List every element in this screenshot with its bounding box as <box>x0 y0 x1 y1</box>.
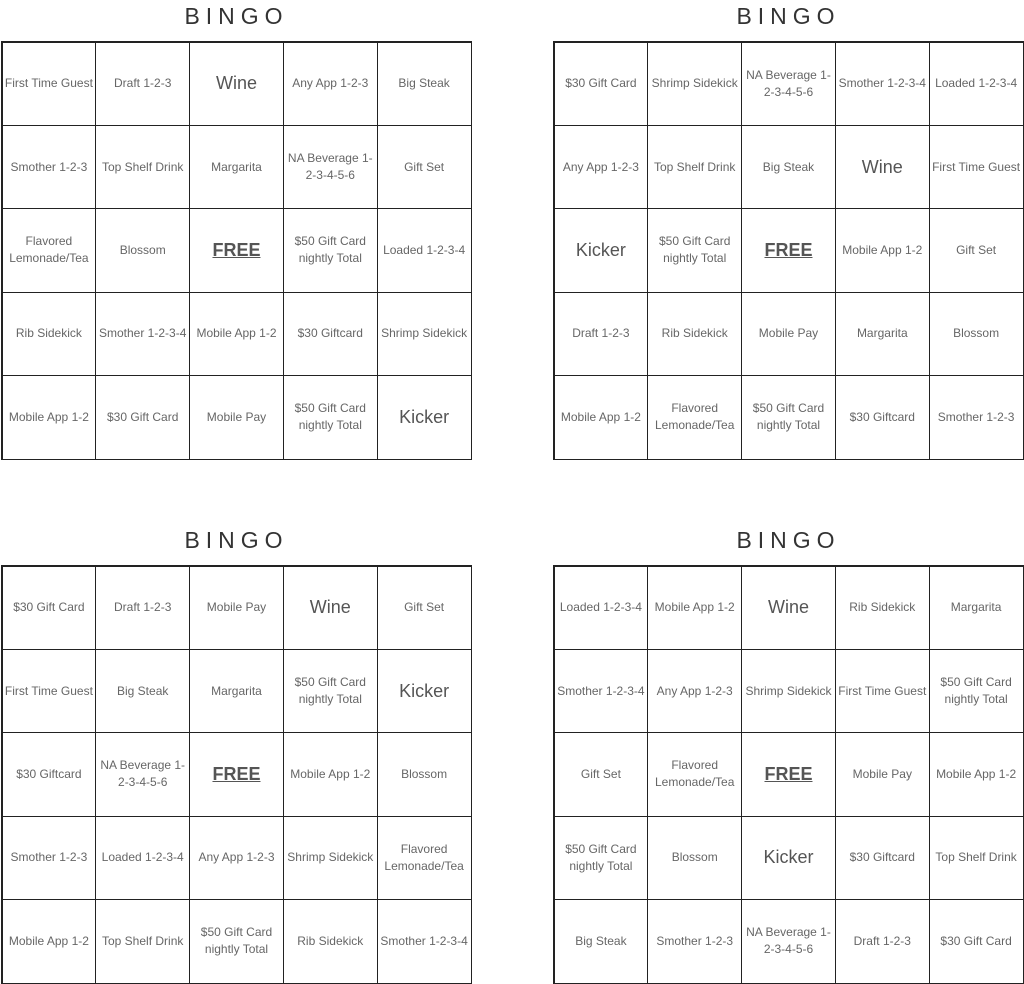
bingo-cell: Smother 1-2-3-4 <box>95 292 190 376</box>
bingo-cell: Rib Sidekick <box>835 566 930 650</box>
bingo-cell: $50 Gift Card nightly Total <box>741 375 836 459</box>
bingo-cell: $30 Gift Card <box>554 42 649 126</box>
bingo-cell: Kicker <box>741 816 836 900</box>
bingo-cell: Loaded 1-2-3-4 <box>377 208 472 292</box>
bingo-cell: Gift Set <box>377 566 472 650</box>
bingo-cell: Mobile App 1-2 <box>835 208 930 292</box>
bingo-cell: Top Shelf Drink <box>95 899 190 983</box>
bingo-grid <box>553 565 1024 984</box>
bingo-cell: Flavored Lemonade/Tea <box>647 375 742 459</box>
bingo-cell: Smother 1-2-3-4 <box>835 42 930 126</box>
bingo-cell: Shrimp Sidekick <box>377 292 472 376</box>
bingo-cell: Any App 1-2-3 <box>554 125 649 209</box>
bingo-cell: Kicker <box>554 208 649 292</box>
bingo-cell: Big Steak <box>554 899 649 983</box>
bingo-cell: $30 Giftcard <box>835 816 930 900</box>
bingo-cell: Gift Set <box>377 125 472 209</box>
bingo-cell: Mobile App 1-2 <box>2 899 97 983</box>
bingo-cell: Margarita <box>835 292 930 376</box>
bingo-cell: Shrimp Sidekick <box>283 816 378 900</box>
bingo-cell: Wine <box>741 566 836 650</box>
bingo-cell: Loaded 1-2-3-4 <box>929 42 1024 126</box>
bingo-cell: Big Steak <box>377 42 472 126</box>
free-space: FREE <box>189 208 284 292</box>
bingo-grid <box>553 41 1024 460</box>
bingo-cell: $30 Gift Card <box>2 566 97 650</box>
bingo-cell: $50 Gift Card nightly Total <box>929 649 1024 733</box>
bingo-cell: NA Beverage 1-2-3-4-5-6 <box>283 125 378 209</box>
bingo-cell: Flavored Lemonade/Tea <box>647 732 742 816</box>
bingo-cell: Any App 1-2-3 <box>189 816 284 900</box>
bingo-cell: $50 Gift Card nightly Total <box>283 375 378 459</box>
bingo-cell: Smother 1-2-3-4 <box>554 649 649 733</box>
bingo-cell: $30 Giftcard <box>835 375 930 459</box>
bingo-cell: Flavored Lemonade/Tea <box>2 208 97 292</box>
card-title: BINGO <box>184 527 289 553</box>
bingo-grid <box>1 41 472 460</box>
card-title: BINGO <box>736 3 841 29</box>
bingo-cell: Big Steak <box>741 125 836 209</box>
bingo-cell: Wine <box>189 42 284 126</box>
bingo-cell: Draft 1-2-3 <box>835 899 930 983</box>
bingo-cell: $50 Gift Card nightly Total <box>283 649 378 733</box>
bingo-cell: NA Beverage 1-2-3-4-5-6 <box>741 899 836 983</box>
bingo-cell: Mobile App 1-2 <box>2 375 97 459</box>
bingo-cell: Any App 1-2-3 <box>647 649 742 733</box>
bingo-cell: Mobile App 1-2 <box>554 375 649 459</box>
bingo-cell: Wine <box>283 566 378 650</box>
bingo-cell: Draft 1-2-3 <box>95 566 190 650</box>
bingo-cell: Mobile Pay <box>189 375 284 459</box>
bingo-cell: $50 Gift Card nightly Total <box>283 208 378 292</box>
bingo-cell: Loaded 1-2-3-4 <box>95 816 190 900</box>
bingo-cell: Mobile App 1-2 <box>647 566 742 650</box>
bingo-cell: Any App 1-2-3 <box>283 42 378 126</box>
bingo-cell: Margarita <box>929 566 1024 650</box>
bingo-cell: Mobile App 1-2 <box>929 732 1024 816</box>
bingo-cell: Margarita <box>189 649 284 733</box>
bingo-cell: Rib Sidekick <box>2 292 97 376</box>
bingo-cell: Kicker <box>377 375 472 459</box>
bingo-cell: Flavored Lemonade/Tea <box>377 816 472 900</box>
bingo-cell: Margarita <box>189 125 284 209</box>
bingo-cell: $30 Giftcard <box>283 292 378 376</box>
bingo-cell: Top Shelf Drink <box>95 125 190 209</box>
free-space: FREE <box>741 208 836 292</box>
bingo-cell: NA Beverage 1-2-3-4-5-6 <box>741 42 836 126</box>
bingo-cell: $50 Gift Card nightly Total <box>647 208 742 292</box>
bingo-cell: Rib Sidekick <box>647 292 742 376</box>
bingo-cell: Smother 1-2-3 <box>929 375 1024 459</box>
bingo-cell: Top Shelf Drink <box>929 816 1024 900</box>
bingo-cell: Mobile Pay <box>741 292 836 376</box>
bingo-cell: Draft 1-2-3 <box>554 292 649 376</box>
bingo-cell: $30 Gift Card <box>95 375 190 459</box>
bingo-cell: Blossom <box>647 816 742 900</box>
bingo-cell: $50 Gift Card nightly Total <box>189 899 284 983</box>
bingo-cell: Top Shelf Drink <box>647 125 742 209</box>
free-space: FREE <box>189 732 284 816</box>
bingo-cell: Mobile App 1-2 <box>283 732 378 816</box>
bingo-grid <box>1 565 472 984</box>
bingo-cell: Gift Set <box>929 208 1024 292</box>
free-space: FREE <box>741 732 836 816</box>
bingo-cell: NA Beverage 1-2-3-4-5-6 <box>95 732 190 816</box>
bingo-cell: Smother 1-2-3 <box>2 125 97 209</box>
bingo-cell: Shrimp Sidekick <box>741 649 836 733</box>
bingo-cell: $30 Giftcard <box>2 732 97 816</box>
card-title: BINGO <box>736 527 841 553</box>
bingo-cell: Wine <box>835 125 930 209</box>
bingo-cell: Smother 1-2-3-4 <box>377 899 472 983</box>
bingo-cell: Smother 1-2-3 <box>647 899 742 983</box>
bingo-cell: Blossom <box>377 732 472 816</box>
bingo-cell: Mobile App 1-2 <box>189 292 284 376</box>
bingo-cell: Blossom <box>929 292 1024 376</box>
card-title: BINGO <box>184 3 289 29</box>
bingo-cell: Blossom <box>95 208 190 292</box>
bingo-cell: Kicker <box>377 649 472 733</box>
bingo-cell: Gift Set <box>554 732 649 816</box>
bingo-cell: Rib Sidekick <box>283 899 378 983</box>
bingo-cell: Mobile Pay <box>835 732 930 816</box>
bingo-cell: Mobile Pay <box>189 566 284 650</box>
bingo-cell: $50 Gift Card nightly Total <box>554 816 649 900</box>
bingo-cell: Loaded 1-2-3-4 <box>554 566 649 650</box>
bingo-cell: $30 Gift Card <box>929 899 1024 983</box>
bingo-cell: First Time Guest <box>835 649 930 733</box>
bingo-cell: First Time Guest <box>2 42 97 126</box>
bingo-cell: Shrimp Sidekick <box>647 42 742 126</box>
bingo-cell: First Time Guest <box>929 125 1024 209</box>
bingo-cell: Draft 1-2-3 <box>95 42 190 126</box>
bingo-cell: Big Steak <box>95 649 190 733</box>
bingo-cell: First Time Guest <box>2 649 97 733</box>
bingo-cell: Smother 1-2-3 <box>2 816 97 900</box>
